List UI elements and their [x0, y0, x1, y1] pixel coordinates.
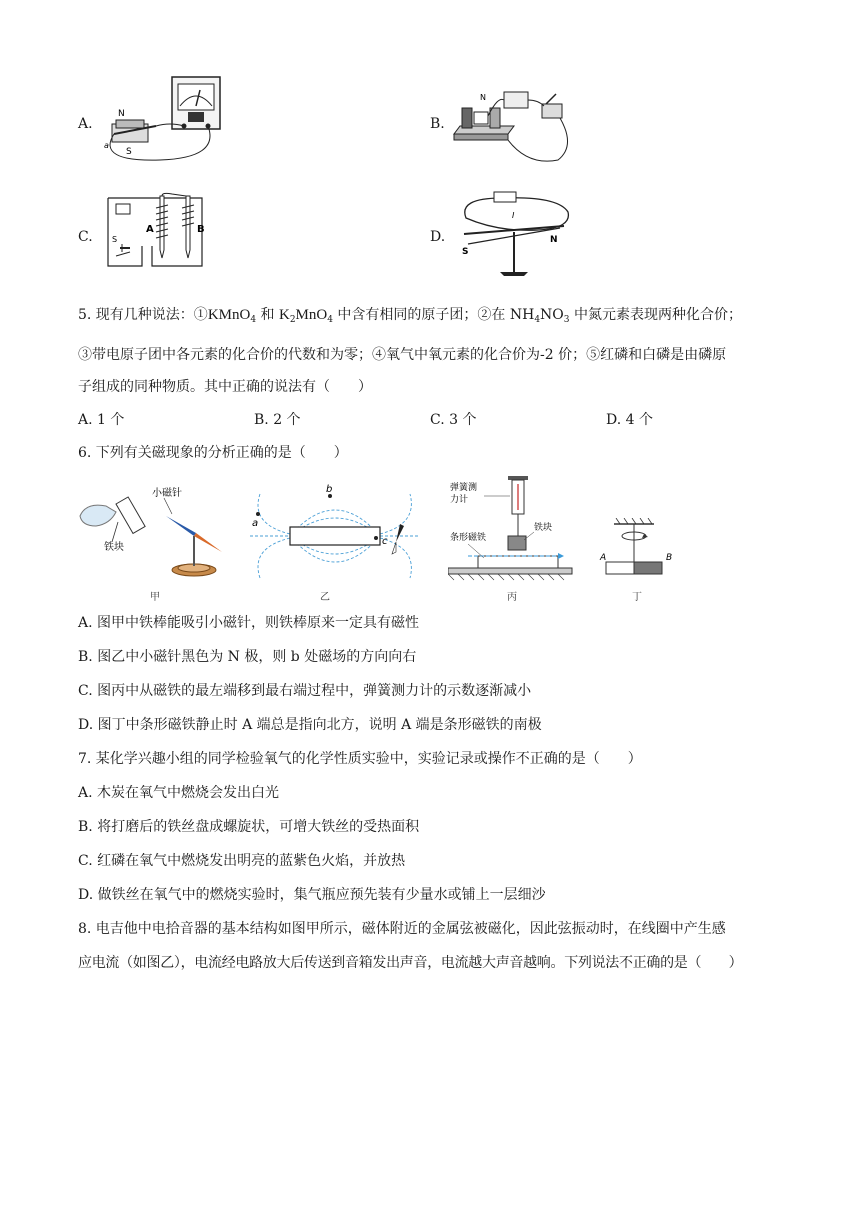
q6-caption-bing: 丙 [507, 592, 517, 603]
bing-scale-label-2: 力计 [450, 495, 469, 505]
q6-stem: 6. 下列有关磁现象的分析正确的是（ ） [78, 445, 348, 461]
jia-iron-label: 铁块 [104, 542, 124, 553]
q4d-n-label: N [550, 235, 558, 245]
q6-caption-ding: 丁 [632, 592, 642, 603]
q6-option-c: C. 图丙中从磁铁的最左端移到最右端过程中，弹簧测力计的示数逐渐减小 [78, 683, 532, 699]
q7-option-b: B. 将打磨后的铁丝盘成螺旋状，可增大铁丝的受热面积 [78, 819, 420, 835]
q7-option-c: C. 红磷在氧气中燃烧发出明亮的蓝紫色火焰，并放热 [78, 853, 406, 869]
jia-needle-label: 小磁针 [152, 488, 182, 499]
q5-line1-pre: 5. 现有几种说法：① [78, 307, 208, 323]
q5-line2: ③带电原子团中各元素的化合价的代数和为零；④氧气中氧元素的化合价为-2 价；⑤红磷和白磷是由磷原 [78, 347, 727, 363]
ding-a-label: A [600, 553, 607, 563]
q6-caption-jia: 甲 [150, 592, 160, 603]
q6-figure-jia [76, 486, 226, 582]
q4a-s-label: S [126, 147, 132, 157]
q4b-n-label: N [480, 93, 486, 102]
q7-option-a: A. 木炭在氧气中燃烧会发出白光 [78, 785, 280, 801]
q5-mno4: MnO [295, 307, 328, 323]
q6-figure-bing [448, 474, 578, 582]
q8-line2: 应电流（如图乙），电流经电路放大后传送到音箱发出声音，电流越大声音越响。下列说法不正确的是（ ） [78, 955, 743, 971]
yi-c-label: c [382, 536, 388, 547]
q4-figure-c [102, 190, 218, 276]
bing-iron-label: 铁块 [534, 523, 553, 533]
ding-b-label: B [666, 553, 673, 563]
q5-no3: NO [540, 307, 564, 323]
q6-option-d: D. 图丁中条形磁铁静止时 A 端总是指向北方，说明 A 端是条形磁铁的南极 [78, 717, 542, 733]
q6-figure-yi [250, 484, 420, 584]
yi-b-label: b [326, 484, 333, 495]
q7-stem: 7. 某化学兴趣小组的同学检验氧气的化学性质实验中，实验记录或操作不正确的是（ ） [78, 751, 642, 767]
q4-option-d-label: D. [430, 229, 446, 245]
q5-sub: 4 [327, 315, 333, 325]
q5-option-d: D. 4 个 [606, 412, 653, 428]
q4d-i-label: I [512, 211, 515, 220]
q6-figure-ding [596, 518, 686, 582]
q5-line3: 子组成的同种物质。其中正确的说法有（ ） [78, 379, 372, 395]
bing-magnet-label: 条形磁铁 [450, 533, 487, 543]
q6-option-a: A. 图甲中铁棒能吸引小磁针，则铁棒原来一定具有磁性 [78, 615, 420, 631]
q5-option-a: A. 1 个 [78, 412, 125, 428]
yi-a-label: a [252, 518, 259, 529]
q5-option-c: C. 3 个 [430, 412, 477, 428]
q5-sub: 4 [250, 315, 257, 325]
q4c-a-label: A [146, 224, 154, 235]
q5-sub: 3 [563, 315, 570, 325]
q4a-n-label: N [118, 109, 125, 119]
q4a-a-label: a [104, 141, 109, 150]
q4c-b-label: B [197, 224, 205, 235]
q5-line1-mid: 中含有相同的原子团；②在 NH [332, 307, 535, 323]
q5-kmno4: KMnO [207, 307, 251, 323]
q5-option-b: B. 2 个 [254, 412, 301, 428]
q5-line1 [78, 305, 742, 330]
q5-sub: 4 [534, 315, 541, 325]
q5-sub: 2 [289, 315, 296, 325]
q4-figure-d [448, 188, 578, 284]
q4-figure-b [448, 86, 588, 164]
q4-figure-a [100, 72, 260, 164]
q4-option-c-label: C. [78, 229, 93, 245]
q8-line1: 8. 电吉他中电拾音器的基本结构如图甲所示，磁体附近的金属弦被磁化，因此弦振动时，在线圈中产生感 [78, 921, 726, 937]
q7-option-d: D. 做铁丝在氧气中的燃烧实验时，集气瓶应预先装有少量水或铺上一层细沙 [78, 887, 546, 903]
q5-line1-post: 中氮元素表现两种化合价； [569, 307, 742, 323]
q5-and: 和 [256, 307, 279, 323]
bing-scale-label-1: 弹簧测 [450, 483, 478, 493]
q4-option-a-label: A. [78, 116, 93, 132]
q5-k: K [278, 307, 290, 323]
q4d-s-label: S [462, 247, 469, 257]
q6-option-b: B. 图乙中小磁针黑色为 N 极，则 b 处磁场的方向向右 [78, 649, 417, 665]
q4-option-b-label: B. [430, 116, 445, 132]
q4c-s-label: S [112, 235, 118, 244]
q6-caption-yi: 乙 [320, 592, 330, 603]
